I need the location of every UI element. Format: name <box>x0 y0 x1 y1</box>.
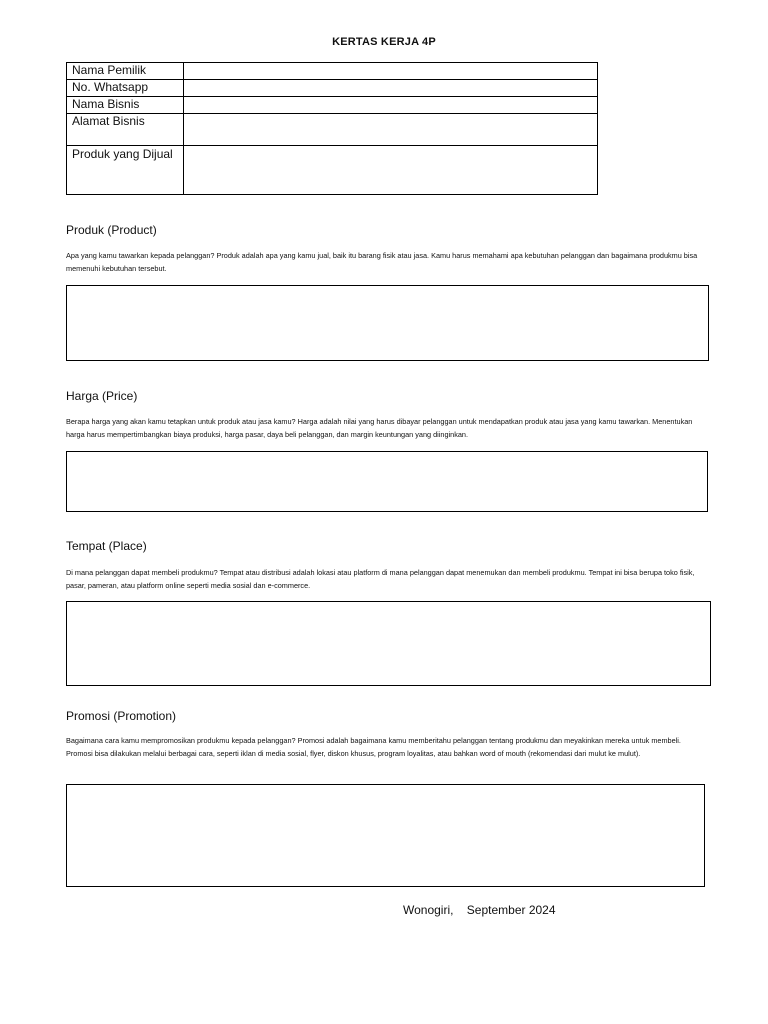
place-date-signature: Wonogiri, September 2024 <box>403 903 556 917</box>
table-row <box>67 63 598 80</box>
business-name-field[interactable] <box>184 97 598 114</box>
business-address-field[interactable] <box>184 114 598 146</box>
whatsapp-label: No. Whatsapp <box>67 80 184 97</box>
document-title: KERTAS KERJA 4P <box>332 36 436 48</box>
whatsapp-field[interactable] <box>184 80 598 97</box>
price-answer-box[interactable] <box>66 451 708 512</box>
table-row <box>67 114 598 146</box>
products-sold-field[interactable] <box>184 146 598 195</box>
business-name-label: Nama Bisnis <box>67 97 184 114</box>
products-sold-label: Produk yang Dijual <box>67 146 184 195</box>
table-row <box>67 80 598 97</box>
owner-name-label: Nama Pemilik <box>67 63 184 80</box>
business-info-table <box>66 62 598 195</box>
place-heading: Tempat (Place) <box>66 539 147 553</box>
place-description: Di mana pelanggan dapat membeli produkmu? Tempat atau distribusi adalah lokasi atau platform di mana pelanggan dapat menemukan dan membeli produkmu. Tempat ini bisa berupa toko fisik, pasar, pameran, atau platform online seperti media sosial dan e-commerce. <box>66 568 695 590</box>
product-answer-box[interactable] <box>66 285 709 361</box>
promotion-description: Bagaimana cara kamu mempromosikan produkmu kepada pelanggan? Promosi adalah bagaimana kamu memberitahu pelanggan tentang produkmu dan meyakinkan mereka untuk membeli. Promosi bisa dilakukan melalui berbagai cara, seperti iklan di media sosial, flyer, diskon khusus, program loyalitas, atau bahkan word of mouth (rekomendasi dari mulut ke mulut). <box>66 736 681 758</box>
price-description: Berapa harga yang akan kamu tetapkan untuk produk atau jasa kamu? Harga adalah nilai yang harus dibayar pelanggan untuk mendapatkan produk atau jasa yang kamu tawarkan. Menentukan harga harus mempertimbangkan biaya produksi, harga pasar, daya beli pelanggan, dan margin keuntungan yang diinginkan. <box>66 417 693 439</box>
product-description: Apa yang kamu tawarkan kepada pelanggan? Produk adalah apa yang kamu jual, baik itu barang fisik atau jasa. Kamu harus memahami apa kebutuhan pelanggan dan bagaimana produkmu bisa memenuhi kebutuhan tersebut. <box>66 251 698 273</box>
promotion-heading: Promosi (Promotion) <box>66 709 177 723</box>
owner-name-field[interactable] <box>184 63 598 80</box>
table-row <box>67 146 598 195</box>
promotion-answer-box[interactable] <box>66 784 705 887</box>
price-heading: Harga (Price) <box>66 389 138 403</box>
place-answer-box[interactable] <box>66 601 711 686</box>
business-address-label: Alamat Bisnis <box>67 114 184 146</box>
product-heading: Produk (Product) <box>66 223 157 237</box>
table-row <box>67 97 598 114</box>
